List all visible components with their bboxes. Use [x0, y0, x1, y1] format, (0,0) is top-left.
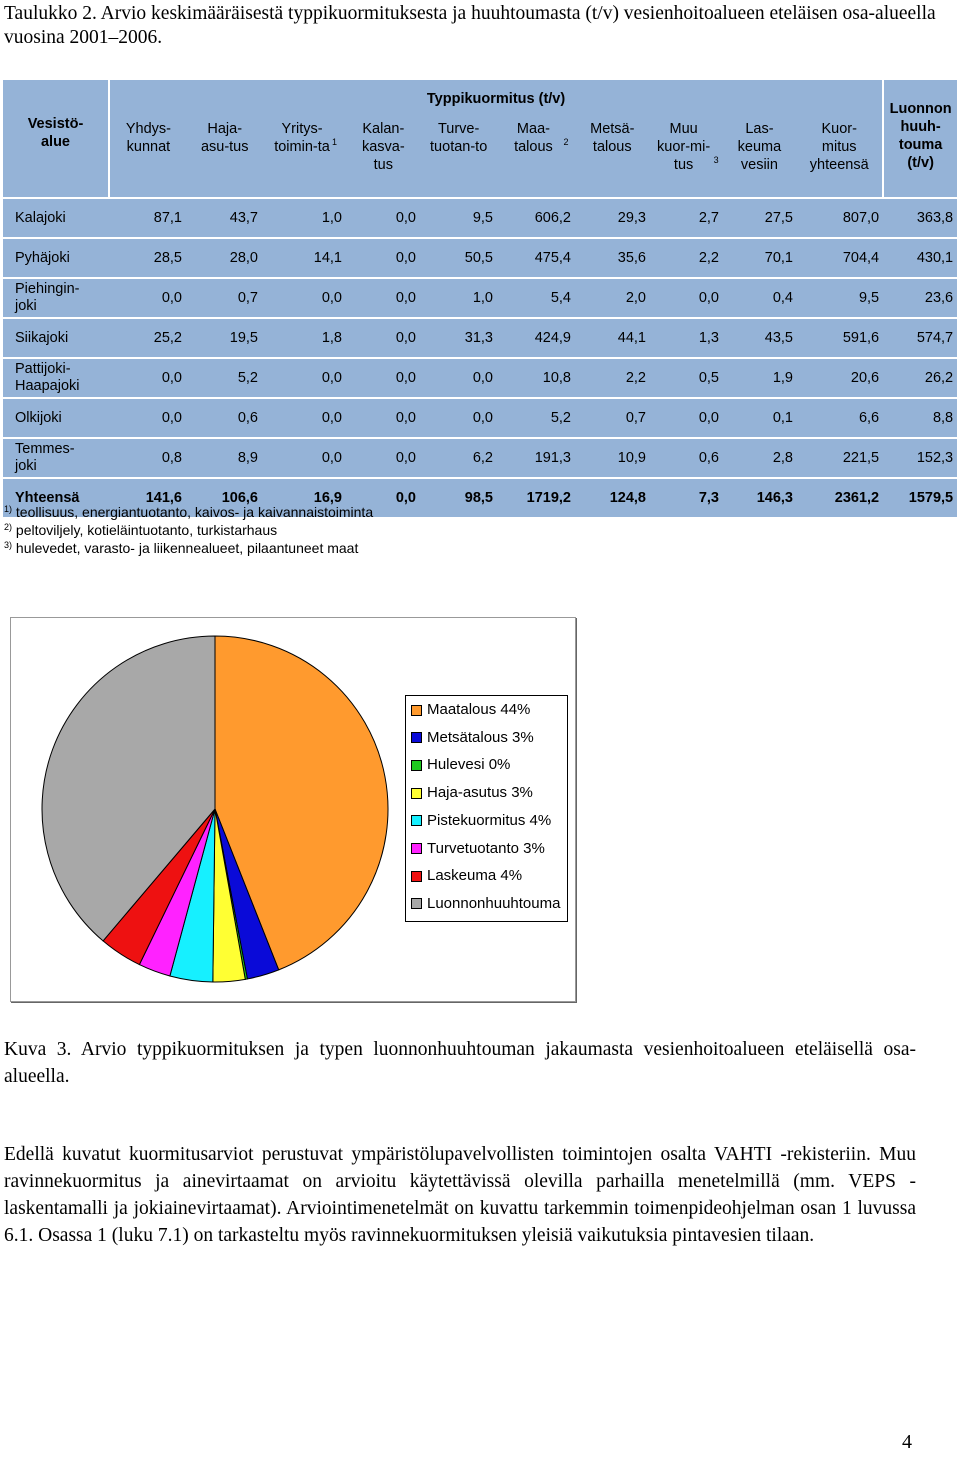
row-value: 87,1	[109, 198, 186, 238]
row-value: 0,0	[346, 238, 420, 278]
legend-label: Luonnonhuuhtouma	[427, 894, 561, 912]
row-value: 0,0	[262, 398, 346, 438]
row-value: 27,5	[723, 198, 797, 238]
row-value: 574,7	[883, 318, 957, 358]
row-value: 0,0	[346, 198, 420, 238]
legend-swatch	[411, 871, 422, 882]
header-col	[346, 120, 420, 174]
row-value: 2361,2	[797, 478, 883, 517]
legend-label: Haja-asutus 3%	[427, 784, 533, 802]
row-value: 43,5	[723, 318, 797, 358]
row-name: Piehingin- joki	[3, 278, 109, 318]
row-value: 807,0	[797, 198, 883, 238]
header-col-label: Yhdys-kunnat	[125, 121, 171, 155]
row-value: 606,2	[497, 198, 575, 238]
row-value: 0,8	[109, 438, 186, 478]
header-col-label: Maa-talous	[514, 121, 553, 155]
header-col-label: Yritys-toimin-ta	[274, 121, 330, 155]
header-col	[263, 120, 347, 174]
row-value: 23,6	[883, 278, 957, 318]
footnote-mark: 2)	[4, 522, 13, 532]
footnote	[4, 503, 373, 521]
row-value: 0,7	[186, 278, 262, 318]
table-row	[3, 438, 957, 478]
row-value: 0,0	[109, 398, 186, 438]
header-col	[497, 120, 575, 174]
row-value: 191,3	[497, 438, 575, 478]
table-row	[3, 398, 957, 438]
row-name: Olkijoki	[3, 398, 109, 438]
row-value: 29,3	[575, 198, 650, 238]
row-value: 0,0	[420, 398, 497, 438]
footnote	[4, 521, 373, 539]
header-col-footnote-mark: 3	[713, 155, 719, 166]
footnote-mark: 1)	[4, 504, 13, 514]
row-value: 2,2	[575, 358, 650, 398]
body-paragraph: Edellä kuvatut kuormitusarviot perustuvat ympäristölupavelvollisten toimintojen osalta VAHTI -rekisteriin. Muu ravinnekuormitus ja ainevirtaamat on arvioitu käytettävissä olevilla parhailla menetelmillä (mm. VEPS -laskentamalli ja jokiainevirtaamat). Arviointimenetelmät on kuvattu tarkemmin toimenpideohjelman osan 1 luvussa 6.1. Osassa 1 (luku 7.1) on tarkasteltu myös ravinnekuormituksen yleisiä vaikutuksia pintavesien tilaan.	[4, 1144, 916, 1246]
row-value: 1,0	[420, 278, 497, 318]
header-col-footnote-mark: 2	[563, 137, 569, 148]
row-value: 35,6	[575, 238, 650, 278]
row-value: 1719,2	[497, 478, 575, 517]
table-row	[3, 318, 957, 358]
row-value: 1,3	[650, 318, 723, 358]
legend-swatch	[411, 898, 422, 909]
row-value: 704,4	[797, 238, 883, 278]
pie-chart	[10, 617, 576, 1002]
row-value: 0,0	[346, 398, 420, 438]
row-value: 0,0	[346, 278, 420, 318]
legend-item	[411, 840, 545, 857]
row-value: 0,0	[109, 278, 186, 318]
row-value: 1,8	[262, 318, 346, 358]
row-value: 0,4	[723, 278, 797, 318]
table-body	[3, 198, 957, 517]
row-value: 475,4	[497, 238, 575, 278]
row-value: 124,8	[575, 478, 650, 517]
row-value: 43,7	[186, 198, 262, 238]
row-value: 0,5	[650, 358, 723, 398]
legend-item	[411, 701, 530, 718]
row-value: 44,1	[575, 318, 650, 358]
legend-swatch	[411, 760, 422, 771]
legend-label: Turvetuotanto 3%	[427, 839, 545, 857]
header-col-label: Kalan-kasva-tus	[361, 121, 405, 173]
legend-swatch	[411, 705, 422, 716]
legend-item	[411, 812, 551, 829]
row-value: 28,0	[186, 238, 262, 278]
row-value: 2,0	[575, 278, 650, 318]
row-value: 1,0	[262, 198, 346, 238]
table-caption: Taulukko 2. Arvio keskimääräisestä typpikuormituksesta ja huuhtoumasta (t/v) vesienhoitoalueen eteläisen osa-alueella vuosina 2001–2006.	[4, 3, 936, 48]
header-col-label: Metsä-talous	[590, 121, 635, 155]
header-col	[723, 120, 797, 174]
header-col	[110, 120, 187, 174]
row-name: Pyhäjoki	[3, 238, 109, 278]
legend-swatch	[411, 788, 422, 799]
legend-label: Metsätalous 3%	[427, 728, 534, 746]
header-col	[575, 120, 650, 174]
row-value: 26,2	[883, 358, 957, 398]
legend-swatch	[411, 843, 422, 854]
row-value: 8,8	[883, 398, 957, 438]
header-col	[187, 120, 263, 174]
row-value: 2,8	[723, 438, 797, 478]
row-value: 0,0	[262, 278, 346, 318]
header-vesisto	[3, 80, 109, 198]
footnote	[4, 539, 373, 557]
row-value: 0,0	[109, 358, 186, 398]
row-value: 5,2	[497, 398, 575, 438]
row-name: Kalajoki	[3, 198, 109, 238]
legend-item	[411, 729, 534, 746]
row-value: 10,9	[575, 438, 650, 478]
load-table	[3, 80, 957, 517]
row-value: 0,6	[186, 398, 262, 438]
row-value: 2,7	[650, 198, 723, 238]
row-value: 25,2	[109, 318, 186, 358]
legend-label: Pistekuormitus 4%	[427, 811, 552, 829]
row-value: 31,3	[420, 318, 497, 358]
legend-label: Hulevesi 0%	[427, 756, 511, 774]
row-name: Yhteensä	[3, 478, 109, 517]
row-value: 0,0	[650, 398, 723, 438]
row-value: 20,6	[797, 358, 883, 398]
row-value: 16,9	[262, 478, 346, 517]
row-value: 0,0	[262, 438, 346, 478]
table-row	[3, 278, 957, 318]
chart-legend	[405, 695, 568, 922]
row-value: 0,1	[723, 398, 797, 438]
figure-caption: Kuva 3. Arvio typpikuormituksen ja typen luonnonhuuhtouman jakaumasta vesienhoitoalueen eteläisellä osa-alueella.	[4, 1039, 916, 1087]
legend-item	[411, 784, 533, 801]
header-col-label: Muu kuor-mi-tus	[657, 121, 711, 173]
row-name: Pattijoki- Haapajoki	[3, 358, 109, 398]
header-col-label: Turve-tuotan-to	[430, 121, 488, 155]
row-value: 0,7	[575, 398, 650, 438]
row-value: 5,4	[497, 278, 575, 318]
legend-swatch	[411, 815, 422, 826]
row-value: 146,3	[723, 478, 797, 517]
header-group-label: Typpikuormitus (t/v)	[426, 91, 566, 107]
row-value: 0,0	[346, 358, 420, 398]
footnotes	[4, 503, 373, 557]
row-value: 19,5	[186, 318, 262, 358]
row-value: 424,9	[497, 318, 575, 358]
row-value: 221,5	[797, 438, 883, 478]
row-value: 98,5	[420, 478, 497, 517]
header-group	[109, 80, 883, 198]
row-value: 591,6	[797, 318, 883, 358]
row-name: Siikajoki	[3, 318, 109, 358]
footnote-text: peltoviljely, kotieläintuotanto, turkistarhaus	[12, 522, 278, 538]
row-value: 6,6	[797, 398, 883, 438]
table-row	[3, 238, 957, 278]
row-value: 363,8	[883, 198, 957, 238]
row-value: 9,5	[797, 278, 883, 318]
row-value: 1,9	[723, 358, 797, 398]
header-luonnon	[883, 80, 957, 198]
row-value: 152,3	[883, 438, 957, 478]
row-value: 0,0	[650, 278, 723, 318]
header-col-label: Kuor-mitus yhteensä	[809, 121, 869, 173]
footnote-text: hulevedet, varasto- ja liikennealueet, pilaantuneet maat	[12, 540, 359, 556]
row-value: 28,5	[109, 238, 186, 278]
row-value: 0,0	[346, 438, 420, 478]
row-value: 2,2	[650, 238, 723, 278]
row-value: 14,1	[262, 238, 346, 278]
legend-swatch	[411, 732, 422, 743]
legend-label: Maatalous 44%	[427, 701, 531, 718]
row-value: 5,2	[186, 358, 262, 398]
row-value: 0,0	[346, 478, 420, 517]
header-col	[796, 120, 882, 174]
row-value: 0,0	[262, 358, 346, 398]
row-value: 0,0	[346, 318, 420, 358]
row-value: 50,5	[420, 238, 497, 278]
table-row	[3, 358, 957, 398]
row-value: 70,1	[723, 238, 797, 278]
header-col	[420, 120, 497, 174]
header-col-footnote-mark: 1	[332, 137, 338, 148]
legend-label: Laskeuma 4%	[427, 867, 523, 885]
footnote-mark: 3)	[4, 540, 13, 550]
row-value: 1579,5	[883, 478, 957, 517]
row-value: 6,2	[420, 438, 497, 478]
row-value: 106,6	[186, 478, 262, 517]
header-col-label: Las-keuma vesiin	[737, 121, 782, 173]
legend-item	[411, 895, 560, 912]
row-value: 10,8	[497, 358, 575, 398]
header-col	[650, 120, 723, 174]
row-value: 430,1	[883, 238, 957, 278]
table-row	[3, 198, 957, 238]
row-value: 0,0	[420, 358, 497, 398]
row-name: Temmes- joki	[3, 438, 109, 478]
legend-item	[411, 756, 510, 773]
row-value: 8,9	[186, 438, 262, 478]
header-col-label: Haja-asu-tus	[200, 121, 249, 155]
row-value: 9,5	[420, 198, 497, 238]
legend-item	[411, 867, 522, 884]
row-value: 7,3	[650, 478, 723, 517]
header-luonnon-label: Luonnon huuh-touma (t/v)	[889, 101, 952, 171]
page-number: 4	[902, 1431, 912, 1453]
header-columns	[110, 120, 882, 174]
row-value: 0,6	[650, 438, 723, 478]
header-vesisto-label: Vesistö-alue	[27, 115, 84, 150]
row-value: 141,6	[109, 478, 186, 517]
footnote-text: teollisuus, energiantuotanto, kaivos- ja kaivannaistoiminta	[12, 504, 374, 520]
